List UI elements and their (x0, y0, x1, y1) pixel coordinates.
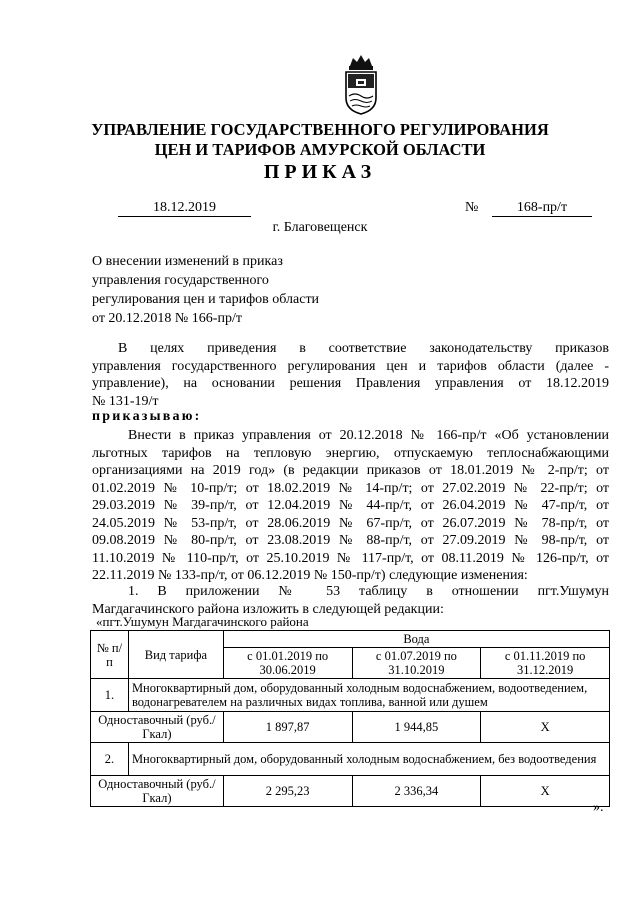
table-row (91, 712, 610, 743)
body-line: 22.11.2019 № 133-пр/т, от 06.12.2019 № 150-пр/т) следующие изменения: (92, 568, 528, 583)
preamble-line: В целях приведения в соответствие законодательству приказов (118, 341, 609, 356)
preamble-line: № 131-19/т (92, 393, 159, 409)
item-line: Магдагачинского района изложить в следующей редакции: (92, 601, 444, 617)
table-row (91, 743, 610, 776)
preamble-line: управление), на основании решения Правления управления от 18.12.2019 (92, 376, 609, 391)
header-number: № п/п (91, 631, 129, 679)
row-number: 1. (91, 679, 129, 712)
preamble-line: управления государственного регулирования цен и тарифов области (далее - (92, 358, 609, 374)
subject-line: от 20.12.2018 № 166-пр/т (92, 311, 242, 326)
row-description: Многоквартирный дом, оборудованный холодным водоснабжением, водоотведением, водонагревателем на различных видах топлива, ванной или душем (128, 679, 609, 712)
row-value: 2 295,23 (223, 776, 352, 807)
agency-name-line2: ЦЕН И ТАРИФОВ АМУРСКОЙ ОБЛАСТИ (154, 140, 486, 159)
agency-name-line1: УПРАВЛЕНИЕ ГОСУДАРСТВЕННОГО РЕГУЛИРОВАНИЯ (91, 120, 549, 139)
table-caption: «пгт.Ушумун Магдагачинского района (96, 614, 309, 629)
preamble-paragraph (92, 340, 609, 410)
subject-line: управления государственного (92, 273, 269, 288)
row-value: X (481, 776, 610, 807)
body-line: 24.05.2019 № 53-пр/т, от 28.06.2019 № 67-пр/т, от 26.07.2019 № 78-пр/т, от (92, 515, 609, 531)
body-line: 01.02.2019 № 10-пр/т; от 18.02.2019 № 14-пр/т; от 27.02.2019 № 22-пр/т; от (92, 480, 609, 496)
row-value: 2 336,34 (352, 776, 481, 807)
decree-word: приказываю: (92, 409, 202, 424)
document-title: ПРИКАЗ (263, 161, 377, 183)
body-line: льготных тарифов на тепловую энергию, отпускаемую теплоснабжающими (92, 445, 609, 461)
document-number: 168-пр/т (492, 200, 592, 217)
header-tariff-type: Вид тарифа (128, 631, 223, 679)
body-line: 29.03.2019 № 39-пр/т, от 12.04.2019 № 44-пр/т, от 26.04.2019 № 47-пр/т, от (92, 498, 609, 513)
body-paragraph (92, 427, 609, 585)
item-paragraph (92, 583, 609, 618)
header-period: с 01.11.2019 по 31.12.2019 (481, 648, 610, 679)
amur-region-coat-of-arms-icon (343, 52, 379, 116)
subject-line: О внесении изменений в приказ (92, 254, 283, 269)
header-period: с 01.01.2019 по 30.06.2019 (223, 648, 352, 679)
body-line: 09.08.2019 № 80-пр/т, от 23.08.2019 № 88-пр/т, от 27.09.2019 № 98-пр/т, от (92, 533, 609, 548)
item-line: 1. В приложении № 53 таблицу в отношении пгт.Ушумун (128, 584, 609, 599)
header-water: Вода (223, 631, 609, 648)
document-subject (92, 252, 352, 328)
table-row (91, 776, 610, 807)
document-date: 18.12.2019 (118, 200, 251, 217)
row-value: 1 944,85 (352, 712, 481, 743)
table-header-row (91, 631, 610, 648)
table-row (91, 679, 610, 712)
tariff-table (90, 630, 610, 807)
row-description: Многоквартирный дом, оборудованный холодным водоснабжением, без водоотведения (128, 743, 609, 776)
closing-quote: ». (593, 800, 604, 815)
row-number: 2. (91, 743, 129, 776)
body-line: 11.10.2019 № 110-пр/т, от 25.10.2019 № 117-пр/т, от 08.11.2019 № 126-пр/т, от (92, 550, 609, 566)
row-tariff-type: Одноставочный (руб./Гкал) (91, 776, 224, 807)
number-sign: № (465, 200, 479, 215)
header-period: с 01.07.2019 по 31.10.2019 (352, 648, 481, 679)
subject-line: регулирования цен и тарифов области (92, 292, 320, 307)
document-city: г. Благовещенск (272, 220, 368, 235)
row-value: X (481, 712, 610, 743)
body-line: Внести в приказ управления от 20.12.2018 № 166-пр/т «Об установлении (128, 428, 609, 443)
row-value: 1 897,87 (223, 712, 352, 743)
row-tariff-type: Одноставочный (руб./Гкал) (91, 712, 224, 743)
body-line: организациями на 2019 год» (в редакции приказов от 18.01.2019 № 2-пр/т; от (92, 463, 609, 478)
